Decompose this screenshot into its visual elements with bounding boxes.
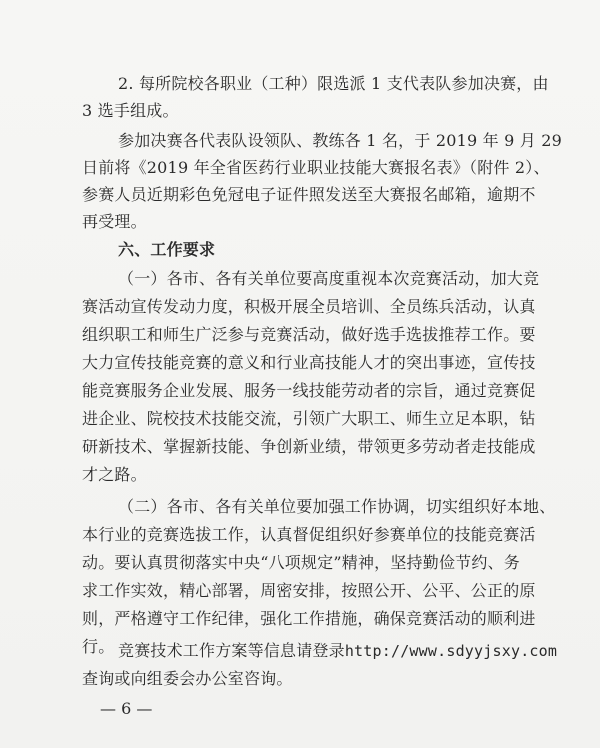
page-number: — 6 —	[100, 699, 153, 718]
requirement-1-line2: 赛活动宣传发动力度，积极开展全员培训、全员练兵活动，认真	[82, 297, 536, 316]
requirement-2-line1: （二）各市、各有关单位要加强工作协调，切实组织好本地、	[118, 497, 556, 516]
requirement-1-line1: （一）各市、各有关单位要高度重视本次竞赛活动，加大竞	[118, 269, 540, 288]
requirement-1-line7: 研新技术、掌握新技能、争创新业绩，带领更多劳动者走技能成	[82, 437, 536, 456]
requirement-1-line8: 才之路。	[82, 465, 147, 484]
item2-line2: 3 选手组成。	[82, 101, 179, 120]
requirement-2-line5: 则，严格遵守工作纪律，强化工作措施，确保竞赛活动的顺利进	[82, 609, 536, 628]
section-6-title: 六、工作要求	[118, 240, 216, 259]
contact-line1	[118, 641, 557, 661]
signup-line1: 参加决赛各代表队设领队、教练各 1 名，于 2019 年 9 月 29	[118, 131, 563, 150]
requirement-1-line3: 组织职工和师生广泛参与竞赛活动，做好选手选拔推荐工作。要	[82, 325, 536, 344]
requirement-1-line5: 能竞赛服务企业发展、服务一线技能劳动者的宗旨，通过竞赛促	[82, 381, 536, 400]
requirement-2-line2: 本行业的竞赛选拔工作，认真督促组织好参赛单位的技能竞赛活	[82, 525, 536, 544]
signup-line2: 日前将《2019 年全省医药行业职业技能大赛报名表》（附件 2）、	[82, 158, 550, 177]
requirement-2-line6: 行。	[82, 637, 115, 656]
contact-line2: 查询或向组委会办公室咨询。	[82, 669, 293, 688]
requirement-1-line4: 大力宣传技能竞赛的意义和行业高技能人才的突出事迹，宣传技	[82, 353, 536, 372]
item2-line1: 2. 每所院校各职业（工种）限选派 1 支代表队参加决赛，由	[118, 74, 549, 93]
requirement-1-line6: 进企业、院校技术技能交流，引领广大职工、师生立足本职，钻	[82, 409, 536, 428]
requirement-2-line4: 求工作实效，精心部署，周密安排，按照公开、公平、公正的原	[82, 581, 536, 600]
signup-line4: 再受理。	[82, 212, 147, 231]
requirement-2-line3: 动。要认真贯彻落实中央“八项规定”精神，坚持勤俭节约、务	[82, 553, 520, 572]
contact-text: 竞赛技术工作方案等信息请登录	[118, 641, 345, 660]
signup-line3: 参赛人员近期彩色免冠电子证件照发送至大赛报名邮箱，逾期不	[82, 185, 536, 204]
website-link[interactable]: http://www.sdyyjsxy.com	[344, 642, 558, 660]
